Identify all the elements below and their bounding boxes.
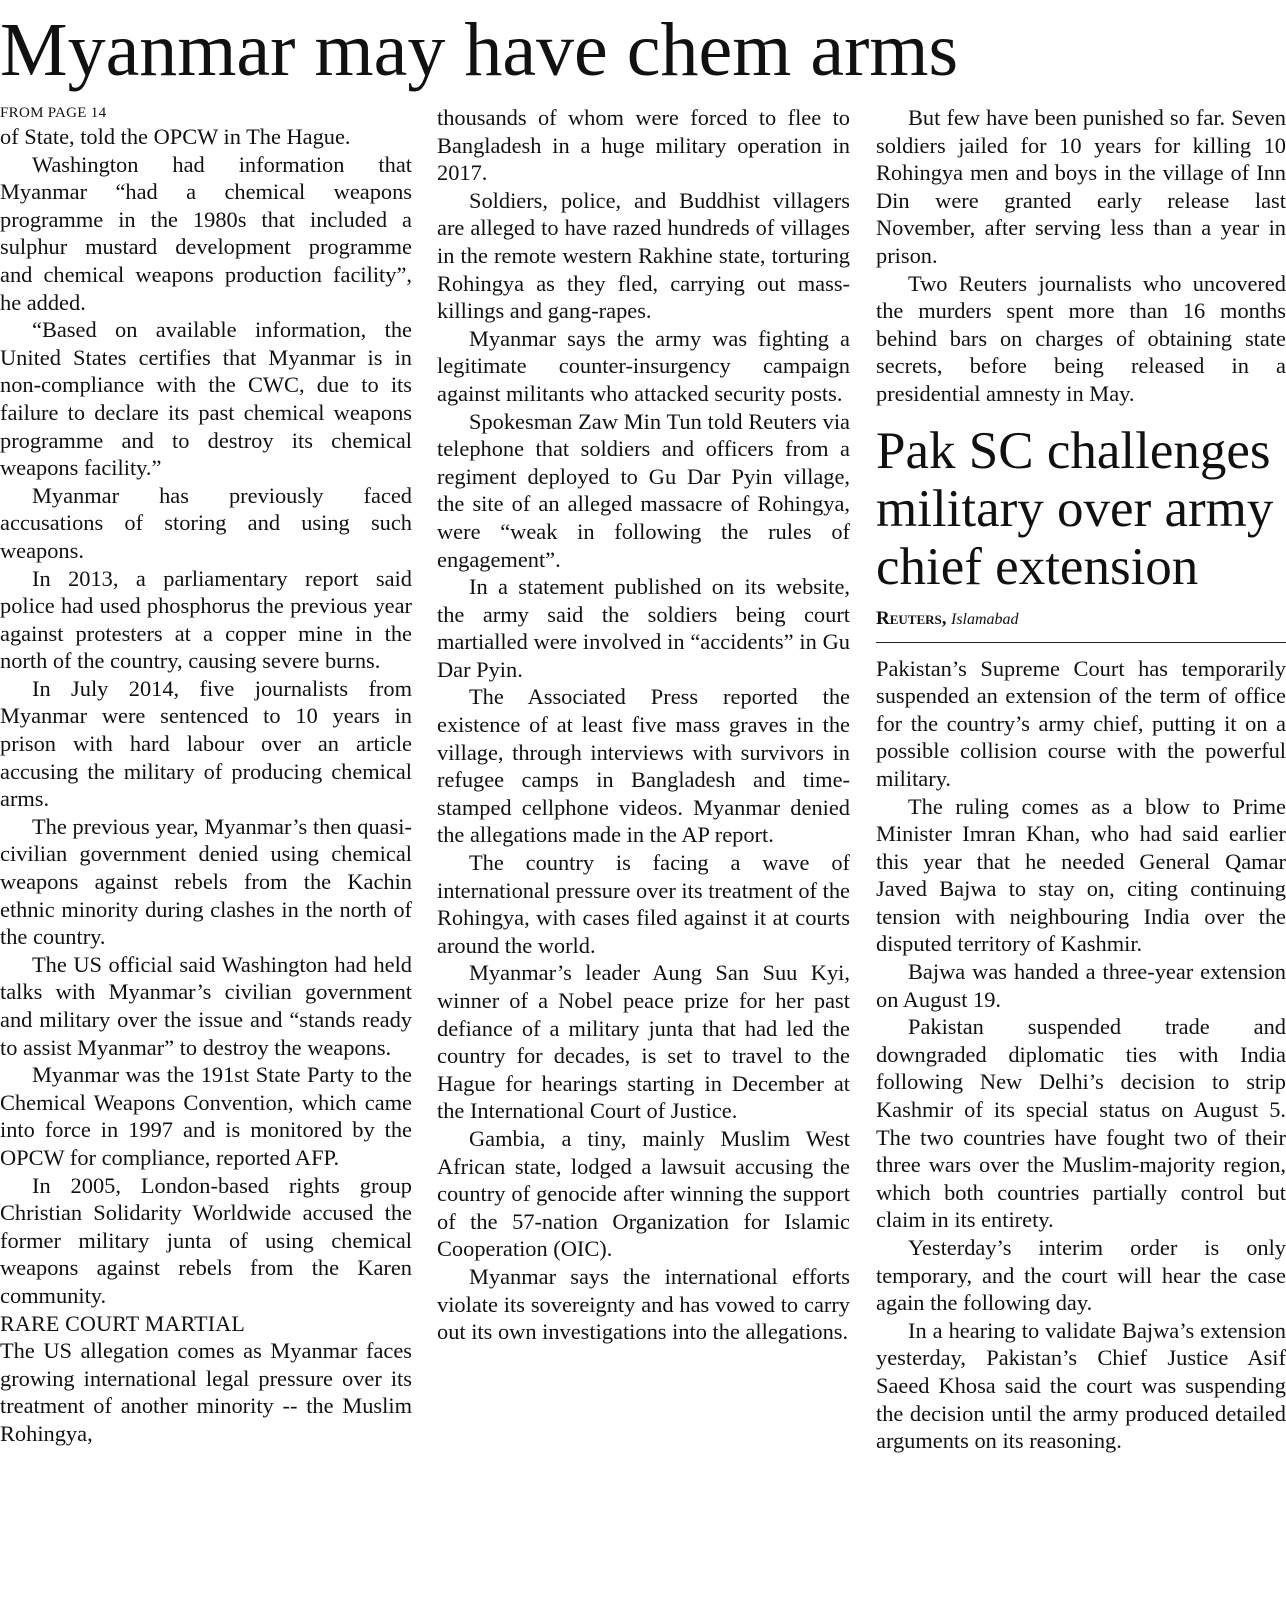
paragraph: The Associated Press reported the existence of at least five mass graves in the village, through interviews with survivors in refugee camps in Bangladesh and time-stamped cellphone videos. Myanmar denied the allegations made in the AP report. xyxy=(437,684,850,848)
paragraph: Myanmar says the international efforts violate its sovereignty and has vowed to carry out its own investigations into the allegations. xyxy=(437,1263,850,1345)
byline xyxy=(876,606,1286,632)
paragraph: Myanmar has previously faced accusations of storing and using such weapons. xyxy=(0,482,412,563)
second-article-headline: Pak SC challenges military over army chief extension xyxy=(876,421,1274,596)
article-headline: Myanmar may have chem arms xyxy=(0,8,959,92)
paragraph: Yesterday’s interim order is only temporary, and the court will hear the case again the following day. xyxy=(876,1235,1286,1316)
paragraph: The previous year, Myanmar’s then quasi-civilian government denied using chemical weapons against rebels from the Kachin ethnic minority during clashes in the north of the country. xyxy=(0,813,412,950)
section-subhead: RARE COURT MARTIAL xyxy=(0,1310,246,1336)
continuation-label: FROM PAGE 14 xyxy=(0,105,107,121)
paragraph: thousands of whom were forced to flee to Bangladesh in a huge military operation in 2017. xyxy=(437,105,850,186)
paragraph: Soldiers, police, and Buddhist villagers are alleged to have razed hundreds of villages in the remote western Rakhine state, torturing Rohingya as they fled, carrying out mass-killings and gang-rapes. xyxy=(437,187,850,324)
byline-divider xyxy=(876,642,1286,643)
paragraph: of State, told the OPCW in The Hague. xyxy=(0,124,351,149)
article-column-1 xyxy=(0,104,412,1620)
paragraph: The country is facing a wave of international pressure over its treatment of the Rohingya, with cases filed against it at courts around the world. xyxy=(437,850,850,958)
paragraph: Myanmar’s leader Aung San Suu Kyi, winner of a Nobel peace prize for her past defiance of a military junta that had led the country for decades, is set to travel to the Hague for hearings starting in December at the International Court of Justice. xyxy=(437,960,850,1124)
paragraph: Myanmar says the army was fighting a legitimate counter-insurgency campaign against militants who attacked security posts. xyxy=(437,325,850,406)
paragraph: The ruling comes as a blow to Prime Minister Imran Khan, who had said earlier this year that he needed General Qamar Javed Bajwa to stay on, citing continuing tension with neighbouring India over the disputed territory of Kashmir. xyxy=(876,793,1286,957)
paragraph: The US allegation comes as Myanmar faces growing international legal pressure over its treatment of another minority -- the Muslim Rohingya, xyxy=(0,1338,412,1446)
paragraph: In 2013, a parliamentary report said police had used phosphorus the previous year against protesters at a copper mine in the north of the country, causing severe burns. xyxy=(0,565,412,674)
paragraph: Two Reuters journalists who uncovered the murders spent more than 16 months behind bars on charges of obtaining state secrets, before being released in a presidential amnesty in May. xyxy=(876,270,1286,406)
paragraph: In a hearing to validate Bajwa’s extension yesterday, Pakistan’s Chief Justice Asif Saeed Khosa said the court was suspending the decision until the army produced detailed arguments on its reasoning. xyxy=(876,1317,1286,1454)
paragraph: In 2005, London-based rights group Christian Solidarity Worldwide accused the former military junta of using chemical weapons against rebels from the Karen community. xyxy=(0,1172,412,1308)
paragraph: Myanmar was the 191st State Party to the Chemical Weapons Convention, which came into force in 1997 and is monitored by the OPCW for compliance, reported AFP. xyxy=(0,1062,412,1170)
byline-agency: Reuters, xyxy=(876,607,947,629)
paragraph: But few have been punished so far. Seven soldiers jailed for 10 years for killing 10 Rohingya men and boys in the village of Inn Din were granted early release last November, after serving less than a year in prison. xyxy=(876,105,1286,268)
paragraph: Bajwa was handed a three-year extension on August 19. xyxy=(876,959,1286,1012)
byline-place: Islamabad xyxy=(951,610,1019,628)
paragraph: In July 2014, five journalists from Myanmar were sentenced to 10 years in prison with hard labour over an article accusing the military of producing chemical arms. xyxy=(0,675,412,812)
paragraph: The US official said Washington had held talks with Myanmar’s civilian government and military over the issue and “stands ready to assist Myanmar” to destroy the weapons. xyxy=(0,951,412,1060)
paragraph: Pakistan’s Supreme Court has temporarily suspended an extension of the term of office for the country’s army chief, putting it on a possible collision course with the powerful military. xyxy=(876,655,1286,791)
paragraph: In a statement published on its website, the army said the soldiers being court martialled were involved in “accidents” in Gu Dar Pyin. xyxy=(437,574,850,682)
paragraph: Spokesman Zaw Min Tun told Reuters via telephone that soldiers and officers from a regiment deployed to Gu Dar Pyin village, the site of an alleged massacre of Rohingya, were “weak in following the rules of engagement”. xyxy=(437,408,850,572)
article-column-2 xyxy=(437,104,850,1620)
paragraph: “Based on available information, the United States certifies that Myanmar is in non-compliance with the CWC, due to its failure to declare its past chemical weapons programme and to destroy its chemical weapons facility.” xyxy=(0,317,412,481)
paragraph: Gambia, a tiny, mainly Muslim West African state, lodged a lawsuit accusing the country of genocide after winning the support of the 57-nation Organization for Islamic Cooperation (OIC). xyxy=(437,1125,850,1262)
article-column-3 xyxy=(876,104,1286,1620)
paragraph: Washington had information that Myanmar “had a chemical weapons programme in the 1980s that included a sulphur mustard development programme and chemical weapons production facility”, he added. xyxy=(0,151,412,315)
paragraph: Pakistan suspended trade and downgraded diplomatic ties with India following New Delhi’s decision to strip Kashmir of its special status on August 5. The two countries have fought two of their three wars over the Muslim-majority region, which both countries partially control but claim in its entirety. xyxy=(876,1014,1286,1233)
